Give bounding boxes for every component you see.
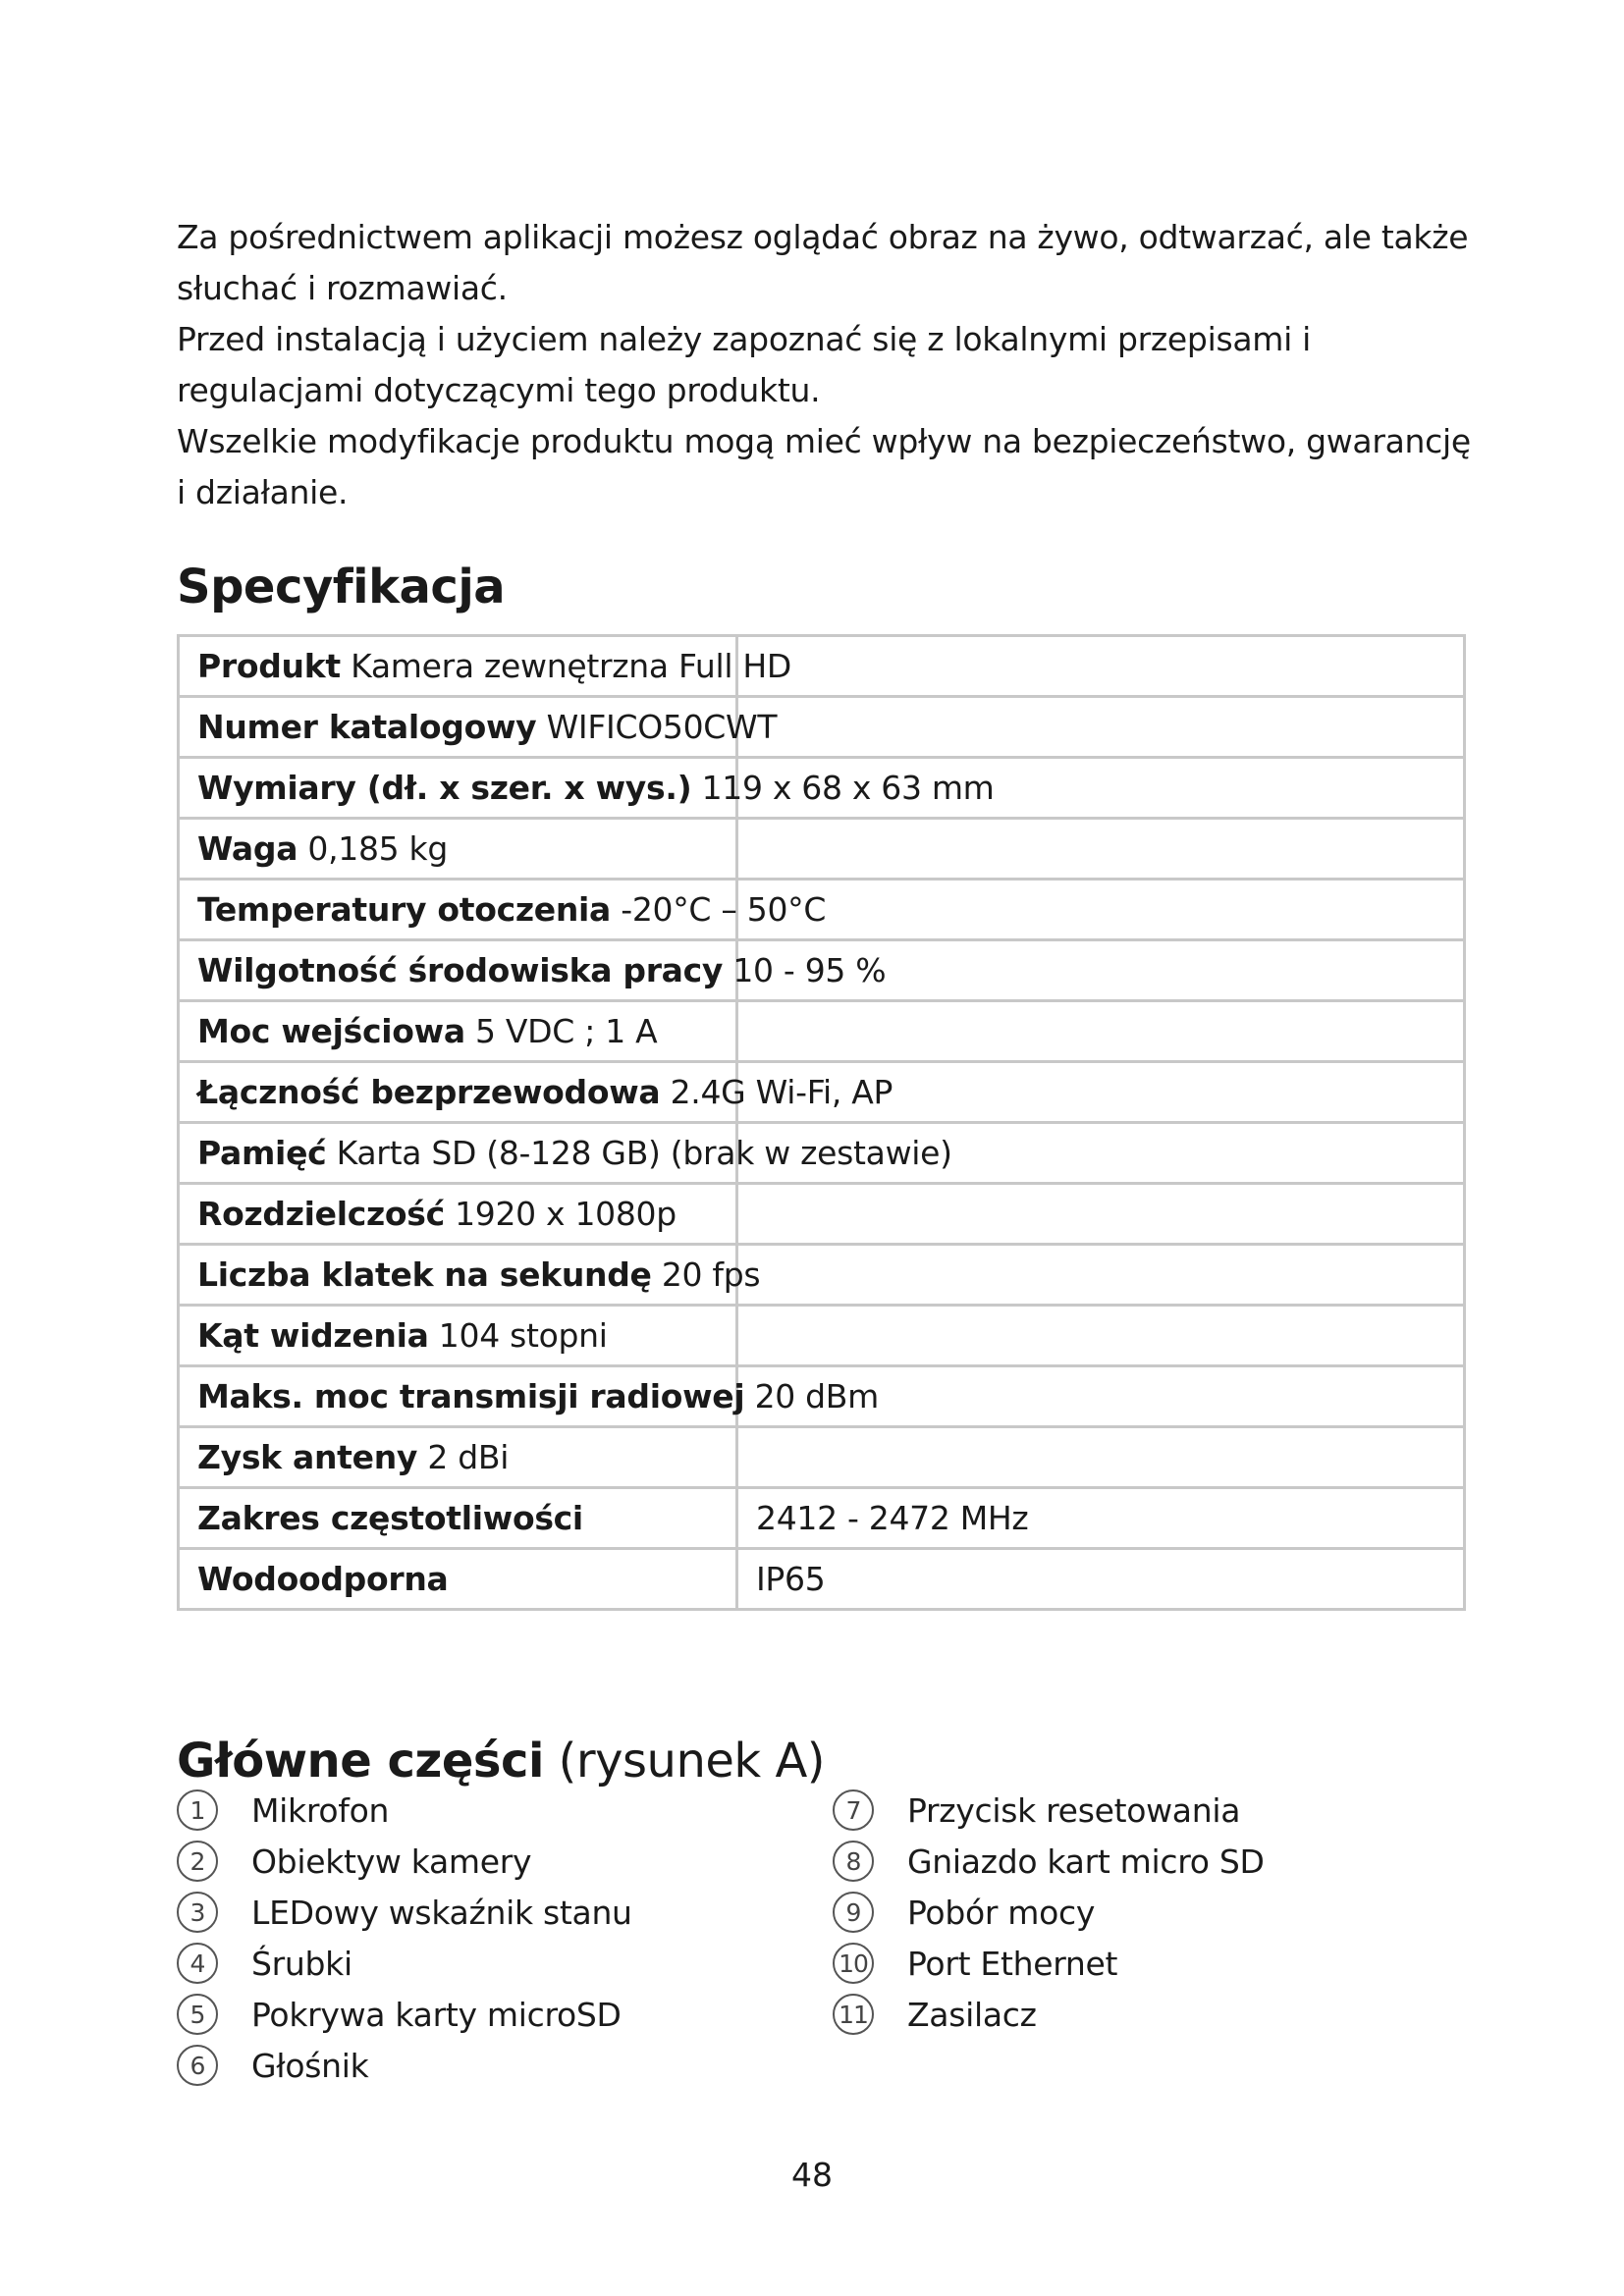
list-item — [833, 1938, 1265, 1989]
spec-value: 20 dBm — [754, 1377, 879, 1415]
table-row — [179, 1366, 1465, 1427]
list-item — [177, 1887, 632, 1938]
intro-paragraph: Przed instalacją i użyciem należy zapoznać się z lokalnymi przepisami i regulacjami dotyczącymi tego produktu. — [177, 320, 1312, 409]
table-row — [179, 1427, 1465, 1488]
table-row — [179, 880, 1465, 940]
spec-label: Numer katalogowy — [197, 708, 537, 746]
spec-value: IP65 — [756, 1560, 826, 1598]
spec-cell — [179, 940, 887, 1001]
spec-cell-empty — [737, 1245, 1465, 1306]
spec-cell — [179, 819, 737, 880]
spec-cell-empty — [737, 1184, 1465, 1245]
list-item — [177, 1938, 632, 1989]
table-row — [179, 758, 1465, 819]
spec-label: Temperatury otoczenia — [197, 890, 612, 929]
circled-number: 9 — [833, 1892, 874, 1933]
spec-value: 1920 x 1080p — [455, 1195, 677, 1233]
table-row — [179, 697, 1465, 758]
spec-label: Produkt — [197, 647, 341, 685]
spec-label: Rozdzielczość — [197, 1195, 445, 1233]
spec-cell — [179, 1184, 737, 1245]
spec-value: Kamera zewnętrzna Full HD — [351, 647, 792, 685]
table-row — [179, 1488, 1465, 1549]
spec-value: 2.4G Wi-Fi, AP — [670, 1073, 893, 1111]
spec-label: Wymiary (dł. x szer. x wys.) — [197, 769, 692, 807]
list-item — [833, 1836, 1265, 1887]
spec-label: Wilgotność środowiska pracy — [197, 951, 724, 989]
spec-cell-empty — [737, 1306, 1465, 1366]
part-label: Pokrywa karty microSD — [251, 1995, 622, 2034]
part-label: Przycisk resetowania — [907, 1790, 1241, 1830]
intro-paragraph: Za pośrednictwem aplikacji możesz oglądać obraz na żywo, odtwarzać, ale także słuchać i rozmawiać. — [177, 218, 1469, 307]
part-label: Gniazdo kart micro SD — [907, 1842, 1265, 1881]
spec-cell — [179, 1549, 737, 1610]
part-label: Mikrofon — [251, 1790, 390, 1830]
circled-number: 2 — [177, 1841, 218, 1882]
circled-number: 10 — [833, 1943, 874, 1984]
list-item — [177, 2040, 632, 2091]
spec-cell — [179, 636, 792, 697]
circled-number: 11 — [833, 1994, 874, 2035]
spec-cell — [179, 880, 827, 940]
list-item — [833, 1785, 1265, 1836]
spec-heading: Specyfikacja — [177, 560, 506, 614]
spec-cell — [179, 1001, 737, 1062]
spec-cell — [179, 1306, 737, 1366]
spec-cell-empty — [737, 880, 1465, 940]
spec-value: 20 fps — [661, 1255, 761, 1294]
circled-number: 6 — [177, 2045, 218, 2086]
table-row — [179, 1001, 1465, 1062]
parts-heading-bold: Główne części — [177, 1734, 544, 1789]
spec-label: Pamięć — [197, 1134, 327, 1172]
table-row — [179, 1245, 1465, 1306]
list-item — [833, 1989, 1265, 2040]
spec-cell-empty — [737, 697, 1465, 758]
circled-number: 5 — [177, 1994, 218, 2035]
parts-heading — [177, 1732, 825, 1790]
spec-label: Moc wejściowa — [197, 1012, 465, 1050]
spec-value: Karta SD (8-128 GB) (brak w zestawie) — [336, 1134, 952, 1172]
spec-value: WIFICO50CWT — [546, 708, 778, 746]
spec-cell — [179, 1062, 893, 1123]
spec-label: Wodoodporna — [197, 1560, 449, 1598]
part-label: Zasilacz — [907, 1995, 1037, 2034]
spec-cell-empty — [737, 1001, 1465, 1062]
spec-label: Łączność bezprzewodowa — [197, 1073, 661, 1111]
spec-cell — [179, 1366, 879, 1427]
list-item — [177, 1836, 632, 1887]
table-row — [179, 1306, 1465, 1366]
table-row — [179, 1549, 1465, 1610]
table-row — [179, 1062, 1465, 1123]
spec-value: -20°C – 50°C — [621, 890, 827, 929]
spec-value: 104 stopni — [438, 1316, 608, 1355]
intro-paragraph: Wszelkie modyfikacje produktu mogą mieć wpływ na bezpieczeństwo, gwarancję i działanie. — [177, 422, 1471, 511]
parts-list-left — [177, 1785, 632, 2091]
spec-label: Maks. moc transmisji radiowej — [197, 1377, 745, 1415]
spec-label: Liczba klatek na sekundę — [197, 1255, 652, 1294]
part-label: LEDowy wskaźnik stanu — [251, 1893, 632, 1932]
spec-value: 0,185 kg — [307, 829, 449, 868]
list-item — [833, 1887, 1265, 1938]
circled-number: 1 — [177, 1789, 218, 1831]
part-label: Pobór mocy — [907, 1893, 1096, 1932]
part-label: Głośnik — [251, 2046, 369, 2085]
list-item — [177, 1989, 632, 2040]
spec-value: 5 VDC ; 1 A — [475, 1012, 658, 1050]
table-row — [179, 1184, 1465, 1245]
parts-heading-rest: (rysunek A) — [558, 1734, 826, 1789]
spec-cell — [737, 1488, 1465, 1549]
circled-number: 4 — [177, 1943, 218, 1984]
table-row — [179, 1123, 1465, 1184]
spec-label: Zysk anteny — [197, 1438, 418, 1476]
spec-label: Kąt widzenia — [197, 1316, 429, 1355]
list-item — [177, 1785, 632, 1836]
spec-cell — [179, 1245, 761, 1306]
spec-label: Zakres częstotliwości — [197, 1499, 583, 1537]
spec-cell — [179, 1488, 737, 1549]
spec-value: 119 x 68 x 63 mm — [701, 769, 995, 807]
part-label: Port Ethernet — [907, 1944, 1118, 1983]
intro-text — [177, 212, 1473, 518]
spec-cell — [737, 1549, 1465, 1610]
spec-cell — [179, 1427, 737, 1488]
spec-value: 2412 - 2472 MHz — [756, 1499, 1029, 1537]
table-row — [179, 819, 1465, 880]
spec-value: 2 dBi — [427, 1438, 510, 1476]
spec-cell — [179, 697, 778, 758]
circled-number: 7 — [833, 1789, 874, 1831]
table-row — [179, 636, 1465, 697]
spec-table — [177, 634, 1466, 1611]
spec-cell — [179, 758, 995, 819]
spec-label: Waga — [197, 829, 298, 868]
part-label: Śrubki — [251, 1944, 352, 1983]
spec-cell-empty — [737, 636, 1465, 697]
part-label: Obiektyw kamery — [251, 1842, 532, 1881]
circled-number: 8 — [833, 1841, 874, 1882]
page-number: 48 — [791, 2156, 833, 2194]
circled-number: 3 — [177, 1892, 218, 1933]
spec-cell — [179, 1123, 952, 1184]
spec-cell-empty — [737, 1427, 1465, 1488]
spec-value: 10 - 95 % — [732, 951, 887, 989]
table-row — [179, 940, 1465, 1001]
spec-cell-empty — [737, 819, 1465, 880]
parts-list-right — [833, 1785, 1265, 2040]
